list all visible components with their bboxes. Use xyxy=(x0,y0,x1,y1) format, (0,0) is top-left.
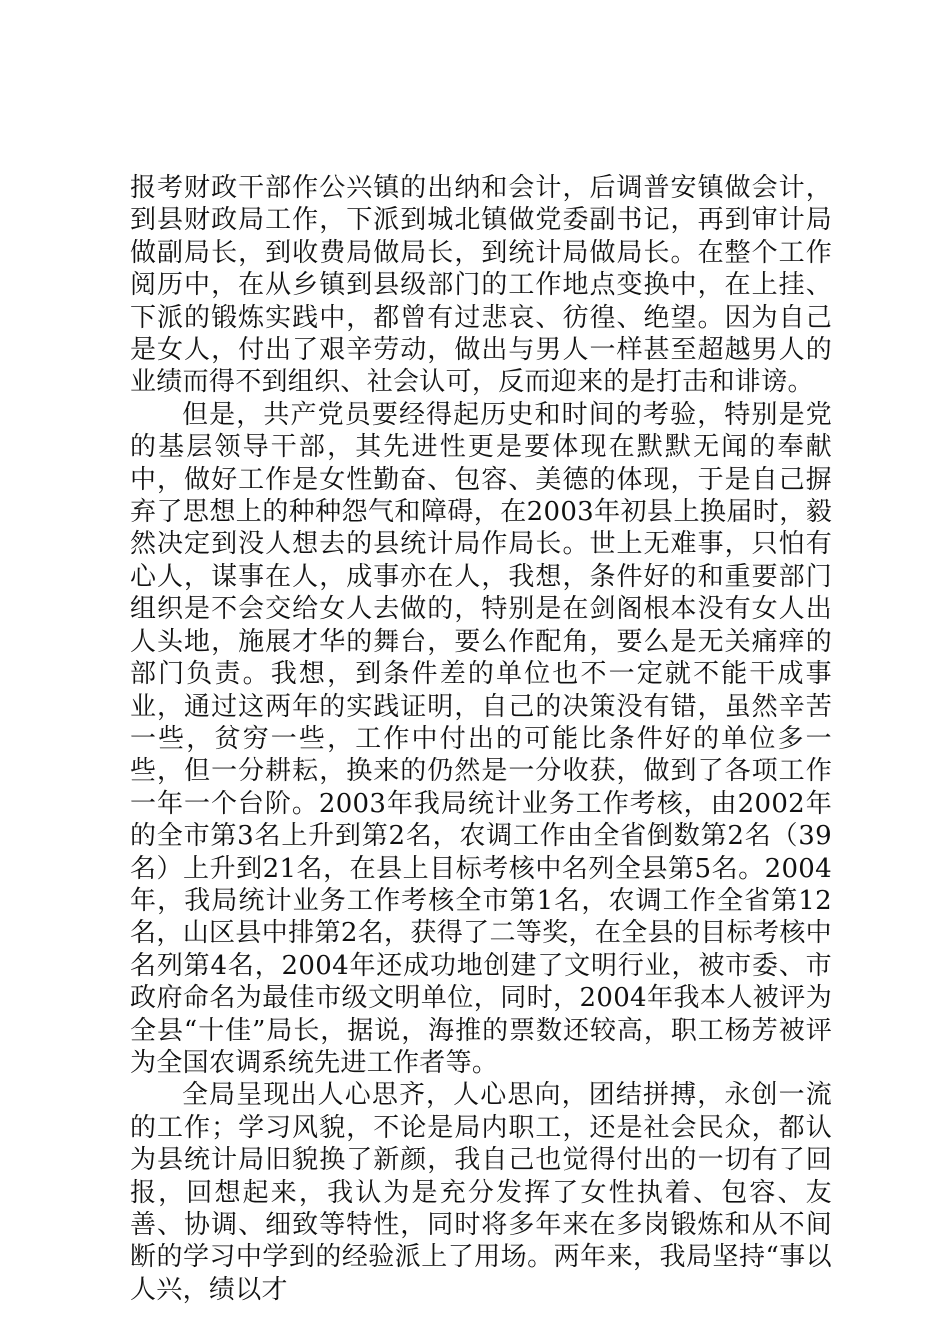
paragraph-statistics-bureau: 但是，共产党员要经得起历史和时间的考验，特别是党的基层领导干部，其先进性更是要体现在默默无闻的奉献中，做好工作是女性勤奋、包容、美德的体现，于是自己摒弃了思想上的种种怨气和障碍，在2003年初县上换届时，毅然决定到没人想去的县统计局作局长。世上无难事，只怕有心人，谋事在人，成事亦在人，我想，条件好的和重要部门组织是不会交给女人去做的，特别是在剑阁根本没有女人出人头地，施展才华的舞台，要么作配角，要么是无关痛痒的部门负责。我想，到条件差的单位也不一定就不能干成事业，通过这两年的实践证明，自己的决策没有错，虽然辛苦一些，贫穷一些，工作中付出的可能比条件好的单位多一些，但一分耕耘，换来的仍然是一分收获，做到了各项工作一年一个台阶。2003年我局统计业务工作考核，由2002年的全市第3名上升到第2名，农调工作由全省倒数第2名（39名）上升到21名，在县上目标考核中名列全县第5名。2004年，我局统计业务工作考核全市第1名，农调工作全省第12名，山区县中排第2名，获得了二等奖，在全县的目标考核中名列第4名，2004年还成功地创建了文明行业，被市委、市政府命名为最佳市级文明单位，同时，2004年我本人被评为全县“十佳”局长，据说，海推的票数还较高，职工杨芳被评为全国农调系统先进工作者等。 xyxy=(130,399,832,1078)
paragraph-bureau-morale: 全局呈现出人心思齐，人心思向，团结拼搏，永创一流的工作；学习风貌，不论是局内职工，还是社会民众，都认为县统计局旧貌换了新颜，我自己也觉得付出的一切有了回报，回想起来，我认为是充分发挥了女性执着、包容、友善、协调、细致等特性，同时将多年来在多岗锻炼和从不间断的学习中学到的经验派上了用场。两年来，我局坚持“事以人兴，绩以才 xyxy=(130,1080,832,1305)
document-body xyxy=(130,172,832,1306)
paragraph-career-history: 报考财政干部作公兴镇的出纳和会计，后调普安镇做会计，到县财政局工作，下派到城北镇做党委副书记，再到审计局做副局长，到收费局做局长，到统计局做局长。在整个工作阅历中，在从乡镇到县级部门的工作地点变换中，在上挂、下派的锻炼实践中，都曾有过悲哀、彷徨、绝望。因为自己是女人，付出了艰辛劳动，做出与男人一样甚至超越男人的业绩而得不到组织、社会认可，反而迎来的是打击和诽谤。 xyxy=(130,173,832,398)
